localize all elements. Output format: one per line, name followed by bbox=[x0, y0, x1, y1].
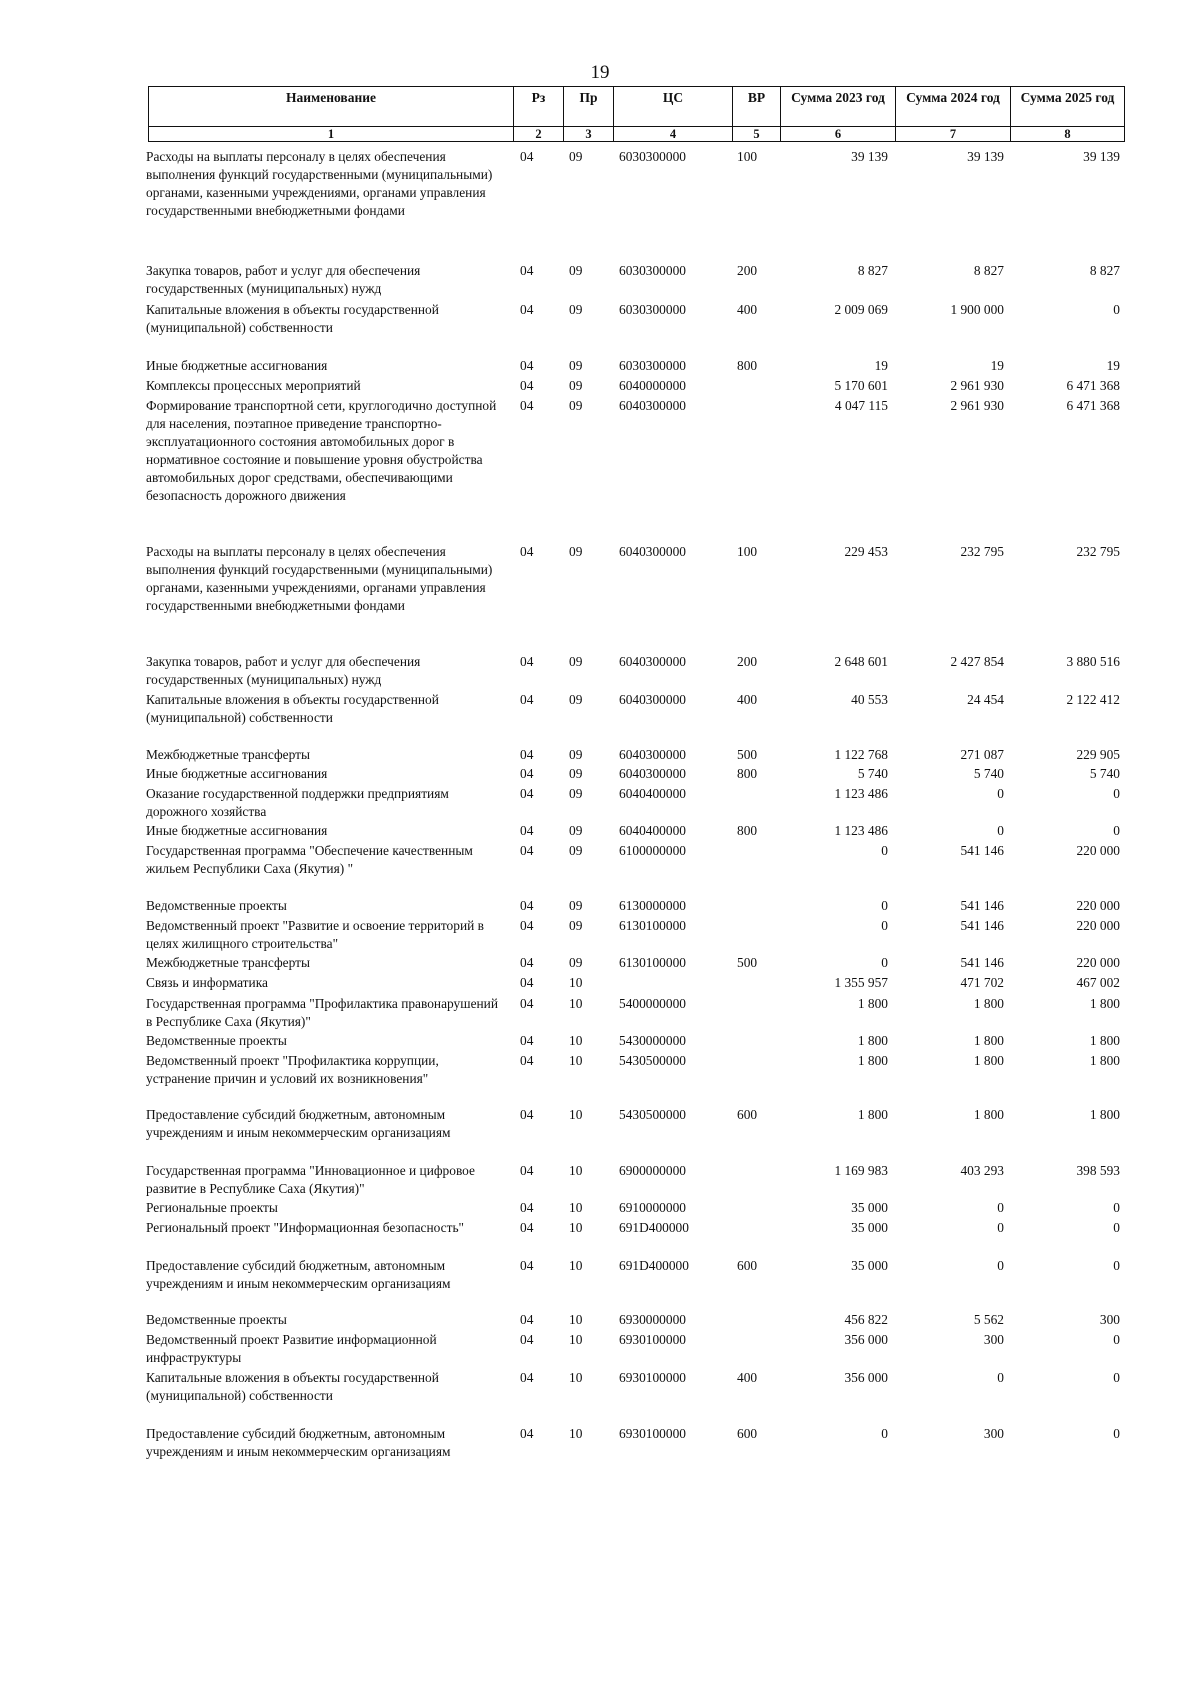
cell-s23: 0 bbox=[881, 843, 888, 858]
cell-s25: 0 bbox=[1113, 302, 1120, 317]
cell-rz: 04 bbox=[520, 149, 534, 164]
cell-s25: 232 795 bbox=[1076, 544, 1120, 559]
cell-s23: 229 453 bbox=[844, 544, 888, 559]
cell-s24: 541 146 bbox=[960, 898, 1004, 913]
cell-s23: 5 170 601 bbox=[834, 378, 888, 393]
cell-s23: 0 bbox=[881, 1426, 888, 1441]
cell-vr: 100 bbox=[737, 149, 758, 164]
cell-vr: 800 bbox=[737, 823, 758, 838]
cell-cs: 6040300000 bbox=[619, 692, 686, 707]
cell-name: Иные бюджетные ассигнования bbox=[146, 358, 328, 373]
cell-name: Формирование транспортной сети, круглогодично доступной для населения, поэтапное приведение транспортно-эксплуатационного состояния автомобильных дорог в нормативное состояние и повышение уровня обустройства автомобильных дорог средствами, обеспечивающими безопасность дорожного движения bbox=[146, 398, 497, 503]
page-number: 19 bbox=[590, 62, 610, 83]
cell-pr: 10 bbox=[569, 1033, 583, 1048]
cell-s24: 541 146 bbox=[960, 843, 1004, 858]
header-cs: ЦС bbox=[614, 87, 733, 127]
cell-name: Капитальные вложения в объекты государственной (муниципальной) собственности bbox=[146, 302, 439, 335]
cell-s24: 403 293 bbox=[960, 1163, 1004, 1178]
cell-s25: 2 122 412 bbox=[1066, 692, 1120, 707]
cell-rz: 04 bbox=[520, 1258, 534, 1273]
header-pr: Пр bbox=[564, 87, 614, 127]
cell-rz: 04 bbox=[520, 378, 534, 393]
cell-s24: 0 bbox=[997, 1200, 1004, 1215]
cell-s25: 0 bbox=[1113, 1426, 1120, 1441]
cell-s25: 229 905 bbox=[1076, 747, 1120, 762]
cell-name: Капитальные вложения в объекты государственной (муниципальной) собственности bbox=[146, 1370, 439, 1403]
cell-s24: 2 961 930 bbox=[950, 378, 1004, 393]
cell-s24: 1 800 bbox=[973, 1033, 1004, 1048]
cell-s23: 35 000 bbox=[851, 1220, 888, 1235]
cell-vr: 600 bbox=[737, 1258, 758, 1273]
cell-pr: 09 bbox=[569, 378, 583, 393]
cell-pr: 10 bbox=[569, 1200, 583, 1215]
cell-pr: 10 bbox=[569, 1332, 583, 1347]
cell-s24: 0 bbox=[997, 786, 1004, 801]
cell-s24: 5 562 bbox=[973, 1312, 1004, 1327]
cell-name: Ведомственные проекты bbox=[146, 1312, 287, 1327]
cell-s25: 0 bbox=[1113, 1332, 1120, 1347]
header-col-number: 6 bbox=[781, 127, 896, 142]
cell-pr: 09 bbox=[569, 898, 583, 913]
cell-cs: 6130100000 bbox=[619, 955, 686, 970]
cell-cs: 6030300000 bbox=[619, 149, 686, 164]
cell-s25: 3 880 516 bbox=[1066, 654, 1120, 669]
cell-s24: 19 bbox=[990, 358, 1004, 373]
header-col-number: 8 bbox=[1011, 127, 1125, 142]
cell-s23: 456 822 bbox=[844, 1312, 888, 1327]
cell-name: Межбюджетные трансферты bbox=[146, 747, 310, 762]
cell-s25: 220 000 bbox=[1076, 918, 1120, 933]
cell-rz: 04 bbox=[520, 766, 534, 781]
cell-pr: 09 bbox=[569, 654, 583, 669]
cell-cs: 6930100000 bbox=[619, 1332, 686, 1347]
cell-pr: 09 bbox=[569, 149, 583, 164]
cell-rz: 04 bbox=[520, 843, 534, 858]
cell-name: Закупка товаров, работ и услуг для обеспечения государственных (муниципальных) нужд bbox=[146, 654, 421, 687]
cell-cs: 6030300000 bbox=[619, 302, 686, 317]
cell-s23: 19 bbox=[874, 358, 888, 373]
cell-name: Государственная программа "Инновационное и цифровое развитие в Республике Саха (Якутия)" bbox=[146, 1163, 475, 1196]
cell-rz: 04 bbox=[520, 1312, 534, 1327]
cell-pr: 09 bbox=[569, 358, 583, 373]
cell-rz: 04 bbox=[520, 1220, 534, 1235]
cell-cs: 6040000000 bbox=[619, 378, 686, 393]
cell-s25: 8 827 bbox=[1089, 263, 1120, 278]
cell-cs: 6130000000 bbox=[619, 898, 686, 913]
cell-s23: 1 169 983 bbox=[834, 1163, 888, 1178]
cell-s23: 1 123 486 bbox=[834, 786, 888, 801]
cell-s23: 356 000 bbox=[844, 1332, 888, 1347]
cell-rz: 04 bbox=[520, 786, 534, 801]
cell-name: Оказание государственной поддержки предприятиям дорожного хозяйства bbox=[146, 786, 449, 819]
cell-cs: 691D400000 bbox=[619, 1220, 689, 1235]
cell-s23: 40 553 bbox=[851, 692, 888, 707]
cell-s25: 6 471 368 bbox=[1066, 398, 1120, 413]
cell-s23: 8 827 bbox=[857, 263, 888, 278]
cell-s24: 0 bbox=[997, 1220, 1004, 1235]
cell-rz: 04 bbox=[520, 692, 534, 707]
cell-cs: 6040400000 bbox=[619, 786, 686, 801]
cell-s25: 5 740 bbox=[1089, 766, 1120, 781]
cell-s23: 2 009 069 bbox=[834, 302, 888, 317]
cell-s23: 1 800 bbox=[857, 1053, 888, 1068]
cell-name: Региональные проекты bbox=[146, 1200, 278, 1215]
cell-vr: 400 bbox=[737, 692, 758, 707]
cell-vr: 400 bbox=[737, 1370, 758, 1385]
cell-s24: 0 bbox=[997, 1370, 1004, 1385]
cell-s23: 1 800 bbox=[857, 996, 888, 1011]
header-col-number: 5 bbox=[733, 127, 781, 142]
cell-pr: 10 bbox=[569, 1163, 583, 1178]
cell-cs: 6040300000 bbox=[619, 654, 686, 669]
cell-rz: 04 bbox=[520, 823, 534, 838]
cell-cs: 6910000000 bbox=[619, 1200, 686, 1215]
cell-rz: 04 bbox=[520, 544, 534, 559]
cell-name: Ведомственный проект "Профилактика коррупции, устранение причин и условий их возникновения" bbox=[146, 1053, 439, 1086]
cell-name: Капитальные вложения в объекты государственной (муниципальной) собственности bbox=[146, 692, 439, 725]
cell-name: Ведомственный проект "Развитие и освоение территорий в целях жилищного строительства" bbox=[146, 918, 484, 951]
cell-name: Государственная программа "Профилактика правонарушений в Республике Саха (Якутия)" bbox=[146, 996, 499, 1029]
cell-pr: 10 bbox=[569, 1312, 583, 1327]
header-col-number: 2 bbox=[514, 127, 564, 142]
cell-pr: 09 bbox=[569, 955, 583, 970]
cell-rz: 04 bbox=[520, 302, 534, 317]
cell-s23: 356 000 bbox=[844, 1370, 888, 1385]
cell-s24: 300 bbox=[983, 1332, 1004, 1347]
cell-s23: 0 bbox=[881, 898, 888, 913]
cell-s25: 220 000 bbox=[1076, 955, 1120, 970]
cell-s25: 0 bbox=[1113, 1258, 1120, 1273]
cell-s25: 0 bbox=[1113, 823, 1120, 838]
cell-s25: 467 002 bbox=[1076, 975, 1120, 990]
cell-s23: 35 000 bbox=[851, 1258, 888, 1273]
header-sum-2024: Сумма 2024 год bbox=[896, 87, 1011, 127]
header-sum-2023: Сумма 2023 год bbox=[781, 87, 896, 127]
header-col-number: 7 bbox=[896, 127, 1011, 142]
cell-pr: 09 bbox=[569, 766, 583, 781]
cell-pr: 09 bbox=[569, 823, 583, 838]
cell-s24: 1 800 bbox=[973, 1053, 1004, 1068]
cell-rz: 04 bbox=[520, 398, 534, 413]
cell-cs: 6930100000 bbox=[619, 1426, 686, 1441]
cell-s23: 1 800 bbox=[857, 1033, 888, 1048]
cell-pr: 09 bbox=[569, 692, 583, 707]
cell-pr: 10 bbox=[569, 1107, 583, 1122]
cell-rz: 04 bbox=[520, 263, 534, 278]
cell-name: Расходы на выплаты персоналу в целях обеспечения выполнения функций государственными (муниципальными) органами, казенными учреждениями, органами управления государственными внебюджетными фондами bbox=[146, 149, 493, 218]
cell-s25: 398 593 bbox=[1076, 1163, 1120, 1178]
cell-name: Ведомственные проекты bbox=[146, 898, 287, 913]
cell-cs: 6040300000 bbox=[619, 544, 686, 559]
cell-s24: 2 961 930 bbox=[950, 398, 1004, 413]
cell-pr: 09 bbox=[569, 918, 583, 933]
cell-s23: 0 bbox=[881, 918, 888, 933]
cell-rz: 04 bbox=[520, 1107, 534, 1122]
cell-s24: 5 740 bbox=[973, 766, 1004, 781]
cell-pr: 09 bbox=[569, 302, 583, 317]
cell-pr: 10 bbox=[569, 1220, 583, 1235]
cell-pr: 10 bbox=[569, 975, 583, 990]
cell-rz: 04 bbox=[520, 975, 534, 990]
cell-s25: 0 bbox=[1113, 1200, 1120, 1215]
cell-cs: 6930100000 bbox=[619, 1370, 686, 1385]
cell-s23: 1 122 768 bbox=[834, 747, 888, 762]
cell-s24: 471 702 bbox=[960, 975, 1004, 990]
cell-cs: 691D400000 bbox=[619, 1258, 689, 1273]
cell-name: Закупка товаров, работ и услуг для обеспечения государственных (муниципальных) нужд bbox=[146, 263, 421, 296]
cell-cs: 6100000000 bbox=[619, 843, 686, 858]
cell-s24: 0 bbox=[997, 1258, 1004, 1273]
cell-name: Межбюджетные трансферты bbox=[146, 955, 310, 970]
cell-rz: 04 bbox=[520, 1053, 534, 1068]
cell-rz: 04 bbox=[520, 358, 534, 373]
cell-vr: 200 bbox=[737, 654, 758, 669]
cell-rz: 04 bbox=[520, 918, 534, 933]
cell-s25: 39 139 bbox=[1083, 149, 1120, 164]
cell-cs: 5430000000 bbox=[619, 1033, 686, 1048]
cell-s25: 6 471 368 bbox=[1066, 378, 1120, 393]
cell-pr: 10 bbox=[569, 1258, 583, 1273]
cell-rz: 04 bbox=[520, 898, 534, 913]
table-header bbox=[148, 86, 1125, 142]
cell-name: Расходы на выплаты персоналу в целях обеспечения выполнения функций государственными (муниципальными) органами, казенными учреждениями, органами управления государственными внебюджетными фондами bbox=[146, 544, 493, 613]
cell-s23: 35 000 bbox=[851, 1200, 888, 1215]
cell-pr: 09 bbox=[569, 398, 583, 413]
cell-s23: 1 123 486 bbox=[834, 823, 888, 838]
header-sum-2025: Сумма 2025 год bbox=[1011, 87, 1125, 127]
cell-rz: 04 bbox=[520, 654, 534, 669]
cell-vr: 200 bbox=[737, 263, 758, 278]
cell-vr: 500 bbox=[737, 955, 758, 970]
cell-cs: 6930000000 bbox=[619, 1312, 686, 1327]
cell-s24: 24 454 bbox=[967, 692, 1004, 707]
cell-s25: 19 bbox=[1106, 358, 1120, 373]
cell-s24: 232 795 bbox=[960, 544, 1004, 559]
header-col-number: 3 bbox=[564, 127, 614, 142]
cell-rz: 04 bbox=[520, 1163, 534, 1178]
cell-rz: 04 bbox=[520, 747, 534, 762]
cell-s24: 39 139 bbox=[967, 149, 1004, 164]
cell-s24: 541 146 bbox=[960, 918, 1004, 933]
cell-vr: 600 bbox=[737, 1426, 758, 1441]
cell-s23: 39 139 bbox=[851, 149, 888, 164]
header-name: Наименование bbox=[149, 87, 514, 127]
cell-vr: 100 bbox=[737, 544, 758, 559]
cell-name: Иные бюджетные ассигнования bbox=[146, 823, 328, 838]
cell-name: Комплексы процессных мероприятий bbox=[146, 378, 361, 393]
cell-cs: 6040300000 bbox=[619, 747, 686, 762]
cell-name: Предоставление субсидий бюджетным, автономным учреждениям и иным некоммерческим организациям bbox=[146, 1107, 451, 1140]
cell-cs: 6040300000 bbox=[619, 398, 686, 413]
cell-rz: 04 bbox=[520, 1033, 534, 1048]
header-vr: ВР bbox=[733, 87, 781, 127]
cell-s23: 1 800 bbox=[857, 1107, 888, 1122]
cell-s24: 541 146 bbox=[960, 955, 1004, 970]
cell-cs: 6040300000 bbox=[619, 766, 686, 781]
cell-s24: 1 800 bbox=[973, 1107, 1004, 1122]
cell-vr: 600 bbox=[737, 1107, 758, 1122]
cell-s24: 300 bbox=[983, 1426, 1004, 1441]
cell-pr: 09 bbox=[569, 843, 583, 858]
cell-rz: 04 bbox=[520, 1200, 534, 1215]
cell-s24: 0 bbox=[997, 823, 1004, 838]
cell-pr: 09 bbox=[569, 544, 583, 559]
cell-pr: 10 bbox=[569, 1370, 583, 1385]
cell-name: Связь и информатика bbox=[146, 975, 268, 990]
cell-s25: 1 800 bbox=[1089, 1053, 1120, 1068]
header-col-number: 4 bbox=[614, 127, 733, 142]
cell-rz: 04 bbox=[520, 1370, 534, 1385]
cell-s24: 1 800 bbox=[973, 996, 1004, 1011]
cell-s23: 4 047 115 bbox=[834, 398, 888, 413]
cell-s23: 2 648 601 bbox=[834, 654, 888, 669]
cell-s25: 220 000 bbox=[1076, 843, 1120, 858]
cell-name: Иные бюджетные ассигнования bbox=[146, 766, 328, 781]
cell-name: Государственная программа "Обеспечение качественным жильем Республики Саха (Якутия) " bbox=[146, 843, 473, 876]
cell-name: Предоставление субсидий бюджетным, автономным учреждениям и иным некоммерческим организациям bbox=[146, 1258, 451, 1291]
cell-vr: 500 bbox=[737, 747, 758, 762]
cell-s24: 2 427 854 bbox=[950, 654, 1004, 669]
cell-s25: 1 800 bbox=[1089, 1107, 1120, 1122]
cell-s24: 8 827 bbox=[973, 263, 1004, 278]
cell-s23: 5 740 bbox=[857, 766, 888, 781]
cell-pr: 10 bbox=[569, 996, 583, 1011]
cell-cs: 5430500000 bbox=[619, 1053, 686, 1068]
cell-cs: 6030300000 bbox=[619, 358, 686, 373]
cell-name: Предоставление субсидий бюджетным, автономным учреждениям и иным некоммерческим организациям bbox=[146, 1426, 451, 1459]
cell-cs: 6130100000 bbox=[619, 918, 686, 933]
cell-s25: 1 800 bbox=[1089, 1033, 1120, 1048]
cell-s25: 0 bbox=[1113, 1370, 1120, 1385]
cell-name: Ведомственные проекты bbox=[146, 1033, 287, 1048]
cell-rz: 04 bbox=[520, 1426, 534, 1441]
cell-vr: 400 bbox=[737, 302, 758, 317]
cell-s23: 0 bbox=[881, 955, 888, 970]
cell-s25: 0 bbox=[1113, 1220, 1120, 1235]
cell-cs: 6900000000 bbox=[619, 1163, 686, 1178]
cell-cs: 5430500000 bbox=[619, 1107, 686, 1122]
cell-name: Региональный проект "Информационная безопасность" bbox=[146, 1220, 465, 1235]
cell-s24: 1 900 000 bbox=[950, 302, 1004, 317]
cell-cs: 5400000000 bbox=[619, 996, 686, 1011]
cell-cs: 6030300000 bbox=[619, 263, 686, 278]
header-rz: Рз bbox=[514, 87, 564, 127]
cell-rz: 04 bbox=[520, 955, 534, 970]
cell-s23: 1 355 957 bbox=[834, 975, 888, 990]
cell-vr: 800 bbox=[737, 766, 758, 781]
header-col-number: 1 bbox=[149, 127, 514, 142]
cell-pr: 09 bbox=[569, 263, 583, 278]
cell-s25: 0 bbox=[1113, 786, 1120, 801]
cell-pr: 09 bbox=[569, 786, 583, 801]
cell-rz: 04 bbox=[520, 996, 534, 1011]
cell-vr: 800 bbox=[737, 358, 758, 373]
cell-pr: 10 bbox=[569, 1426, 583, 1441]
cell-s25: 300 bbox=[1099, 1312, 1120, 1327]
cell-s24: 271 087 bbox=[960, 747, 1004, 762]
cell-pr: 09 bbox=[569, 747, 583, 762]
cell-rz: 04 bbox=[520, 1332, 534, 1347]
cell-s25: 220 000 bbox=[1076, 898, 1120, 913]
cell-name: Ведомственный проект Развитие информационной инфраструктуры bbox=[146, 1332, 437, 1365]
cell-pr: 10 bbox=[569, 1053, 583, 1068]
cell-cs: 6040400000 bbox=[619, 823, 686, 838]
cell-s25: 1 800 bbox=[1089, 996, 1120, 1011]
